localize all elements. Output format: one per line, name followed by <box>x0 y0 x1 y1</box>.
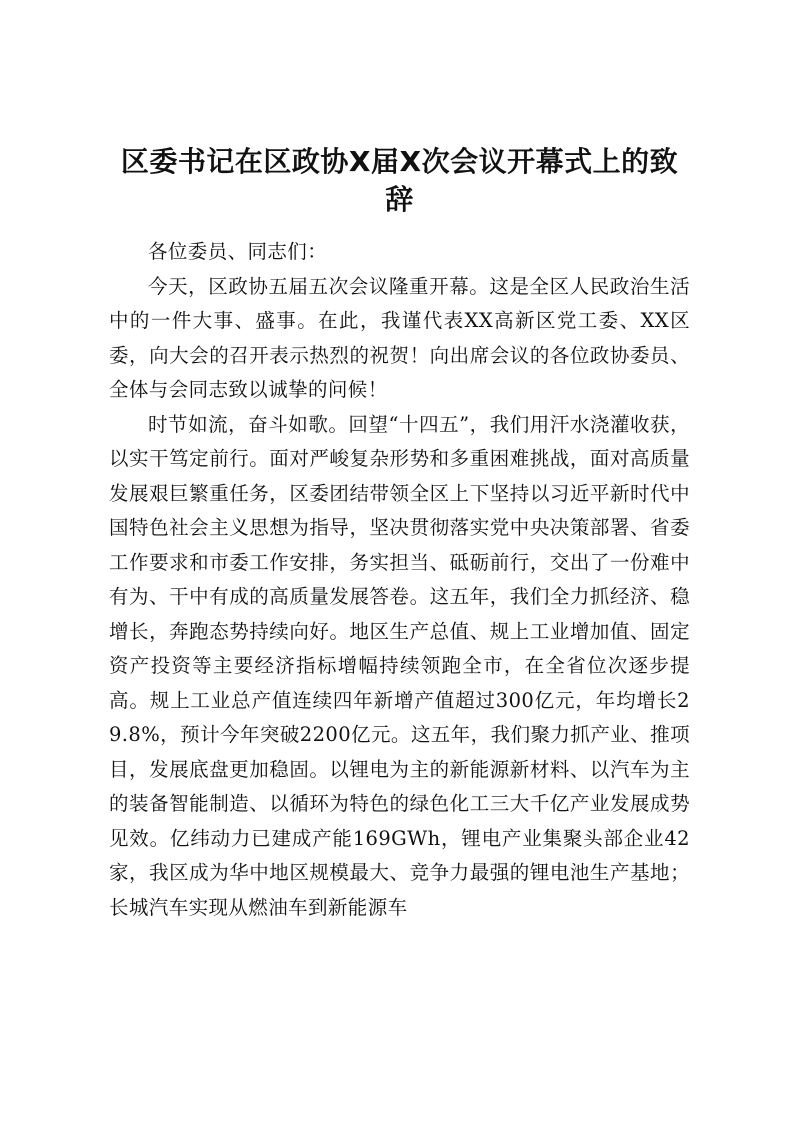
document-title: 区委书记在区政协X届X次会议开幕式上的致辞 <box>120 145 679 216</box>
paragraph-review: 时节如流，奋斗如歌。回望“十四五”，我们用汗水浇灌收获，以实干笃定前行。面对严峻复杂形势和多重困难挑战，面对高质量发展艰巨繁重任务，区委团结带领全区上下坚持以习近平新时代中国特色社会主义思想为指导，坚决贯彻落实党中央决策部署、省委工作要求和市委工作安排，务实担当、砥砺前行，交出了一份难中有为、干中有成的高质量发展答卷。这五年，我们全力抓经济、稳增长，奔跑态势持续向好。地区生产总值、规上工业增加值、固定资产投资等主要经济指标增幅持续领跑全市，在全省位次逐步提高。规上工业总产值连续四年新增产值超过300亿元，年均增长29.8%，预计今年突破2200亿元。这五年，我们聚力抓产业、推项目，发展底盘更加稳固。以锂电为主的新能源新材料、以汽车为主的装备智能制造、以循环为特色的绿色化工三大千亿产业发展成势见效。亿纬动力已建成产能169GWh，锂电产业集聚头部企业42家，我区成为华中地区规模最大、竞争力最强的锂电池生产基地；长城汽车实现从燃油车到新能源车 <box>109 412 690 919</box>
paragraph-greeting: 今天，区政协五届五次会议隆重开幕。这是全区人民政治生活中的一件大事、盛事。在此，我谨代表XX高新区党工委、XX区委，向大会的召开表示热烈的祝贺！向出席会议的各位政协委员、全体与会同志致以诚挚的问候！ <box>109 274 690 401</box>
salutation: 各位委员、同志们： <box>148 240 328 263</box>
